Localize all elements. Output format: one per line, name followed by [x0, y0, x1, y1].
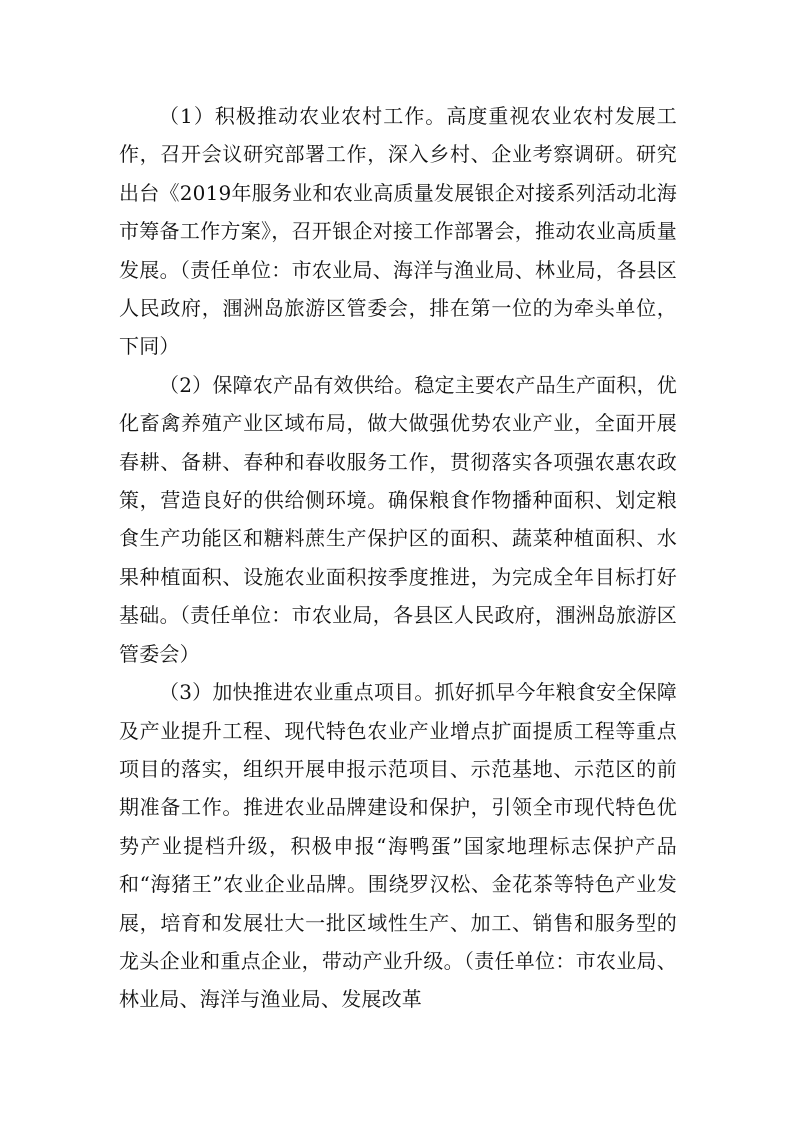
document-body — [119, 97, 677, 1019]
paragraph-1: （1）积极推动农业农村工作。高度重视农业农村发展工作，召开会议研究部署工作，深入乡村、企业考察调研。研究出台《2019年服务业和农业高质量发展银企对接系列活动北海市筹备工作方案》，召开银企对接工作部署会，推动农业高质量发展。（责任单位：市农业局、海洋与渔业局、林业局，各县区人民政府，涠洲岛旅游区管委会，排在第一位的为牵头单位，下同） — [119, 104, 677, 359]
paragraph-2: （2）保障农产品有效供给。稳定主要农产品生产面积，优化畜禽养殖产业区域布局，做大做强优势农业产业，全面开展春耕、备耕、春种和春收服务工作，贯彻落实各项强农惠农政策，营造良好的供给侧环境。确保粮食作物播种面积、划定粮食生产功能区和糖料蔗生产保护区的面积、蔬菜种植面积、水果种植面积、设施农业面积按季度推进，为完成全年目标打好基础。（责任单位：市农业局，各县区人民政府，涠洲岛旅游区管委会） — [119, 372, 677, 666]
paragraph-3: （3）加快推进农业重点项目。抓好抓早今年粮食安全保障及产业提升工程、现代特色农业产业增点扩面提质工程等重点项目的落实，组织开展申报示范项目、示范基地、示范区的前期准备工作。推进农业品牌建设和保护，引领全市现代特色优势产业提档升级，积极申报“海鸭蛋”国家地理标志保护产品和“海猪王”农业企业品牌。围绕罗汉松、金花茶等特色产业发展，培育和发展壮大一批区域性生产、加工、销售和服务型的龙头企业和重点企业，带动产业升级。（责任单位：市农业局、林业局、海洋与渔业局、发展改革 — [119, 680, 677, 1012]
